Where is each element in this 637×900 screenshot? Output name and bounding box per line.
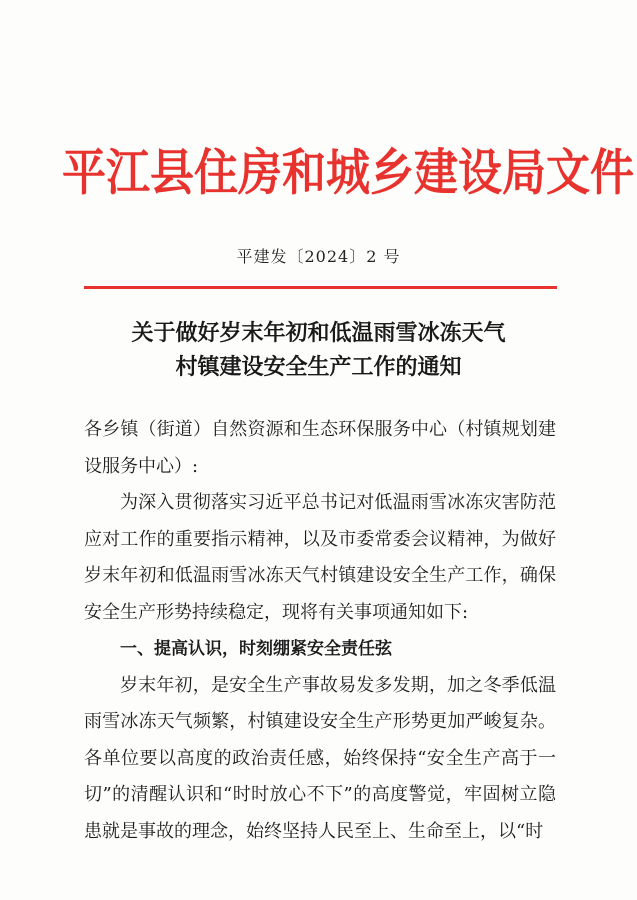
section-1-paragraph: 岁末年初，是安全生产事故易发多发期，加之冬季低温雨雪冰冻天气频繁，村镇建设安全生产形势更加严峻复杂。各单位要以高度的政治责任感，始终保持“安全生产高于一切”的清醒认识和“时时放心不下”的高度警觉，牢固树立隐患就是事故的理念，始终坚持人民至上、生命至上，以“时 (84, 674, 556, 842)
notice-title (0, 316, 637, 384)
document-body (84, 412, 556, 850)
addressee-paragraph: 各乡镇（街道）自然资源和生态环保服务中心（村镇规划建设服务中心）: (84, 419, 556, 477)
notice-title-line-1: 关于做好岁末年初和低温雨雪冰冻天气 (131, 320, 506, 346)
agency-header-title: 平江县住房和城乡建设局文件 (62, 144, 634, 202)
notice-title-line-2: 村镇建设安全生产工作的通知 (175, 354, 462, 380)
header-red-divider (84, 286, 557, 289)
document-number: 平建发〔2024〕2 号 (236, 247, 401, 266)
intro-paragraph: 为深入贯彻落实习近平总书记对低温雨雪冰冻灾害防范应对工作的重要指示精神，以及市委常委会议精神，为做好岁末年初和低温雨雪冰冻天气村镇建设安全生产工作，确保安全生产形势持续稳定，现将有关事项通知如下: (84, 492, 556, 623)
section-1-heading: 一、提高认识，时刻绷紧安全责任弦 (120, 639, 392, 659)
